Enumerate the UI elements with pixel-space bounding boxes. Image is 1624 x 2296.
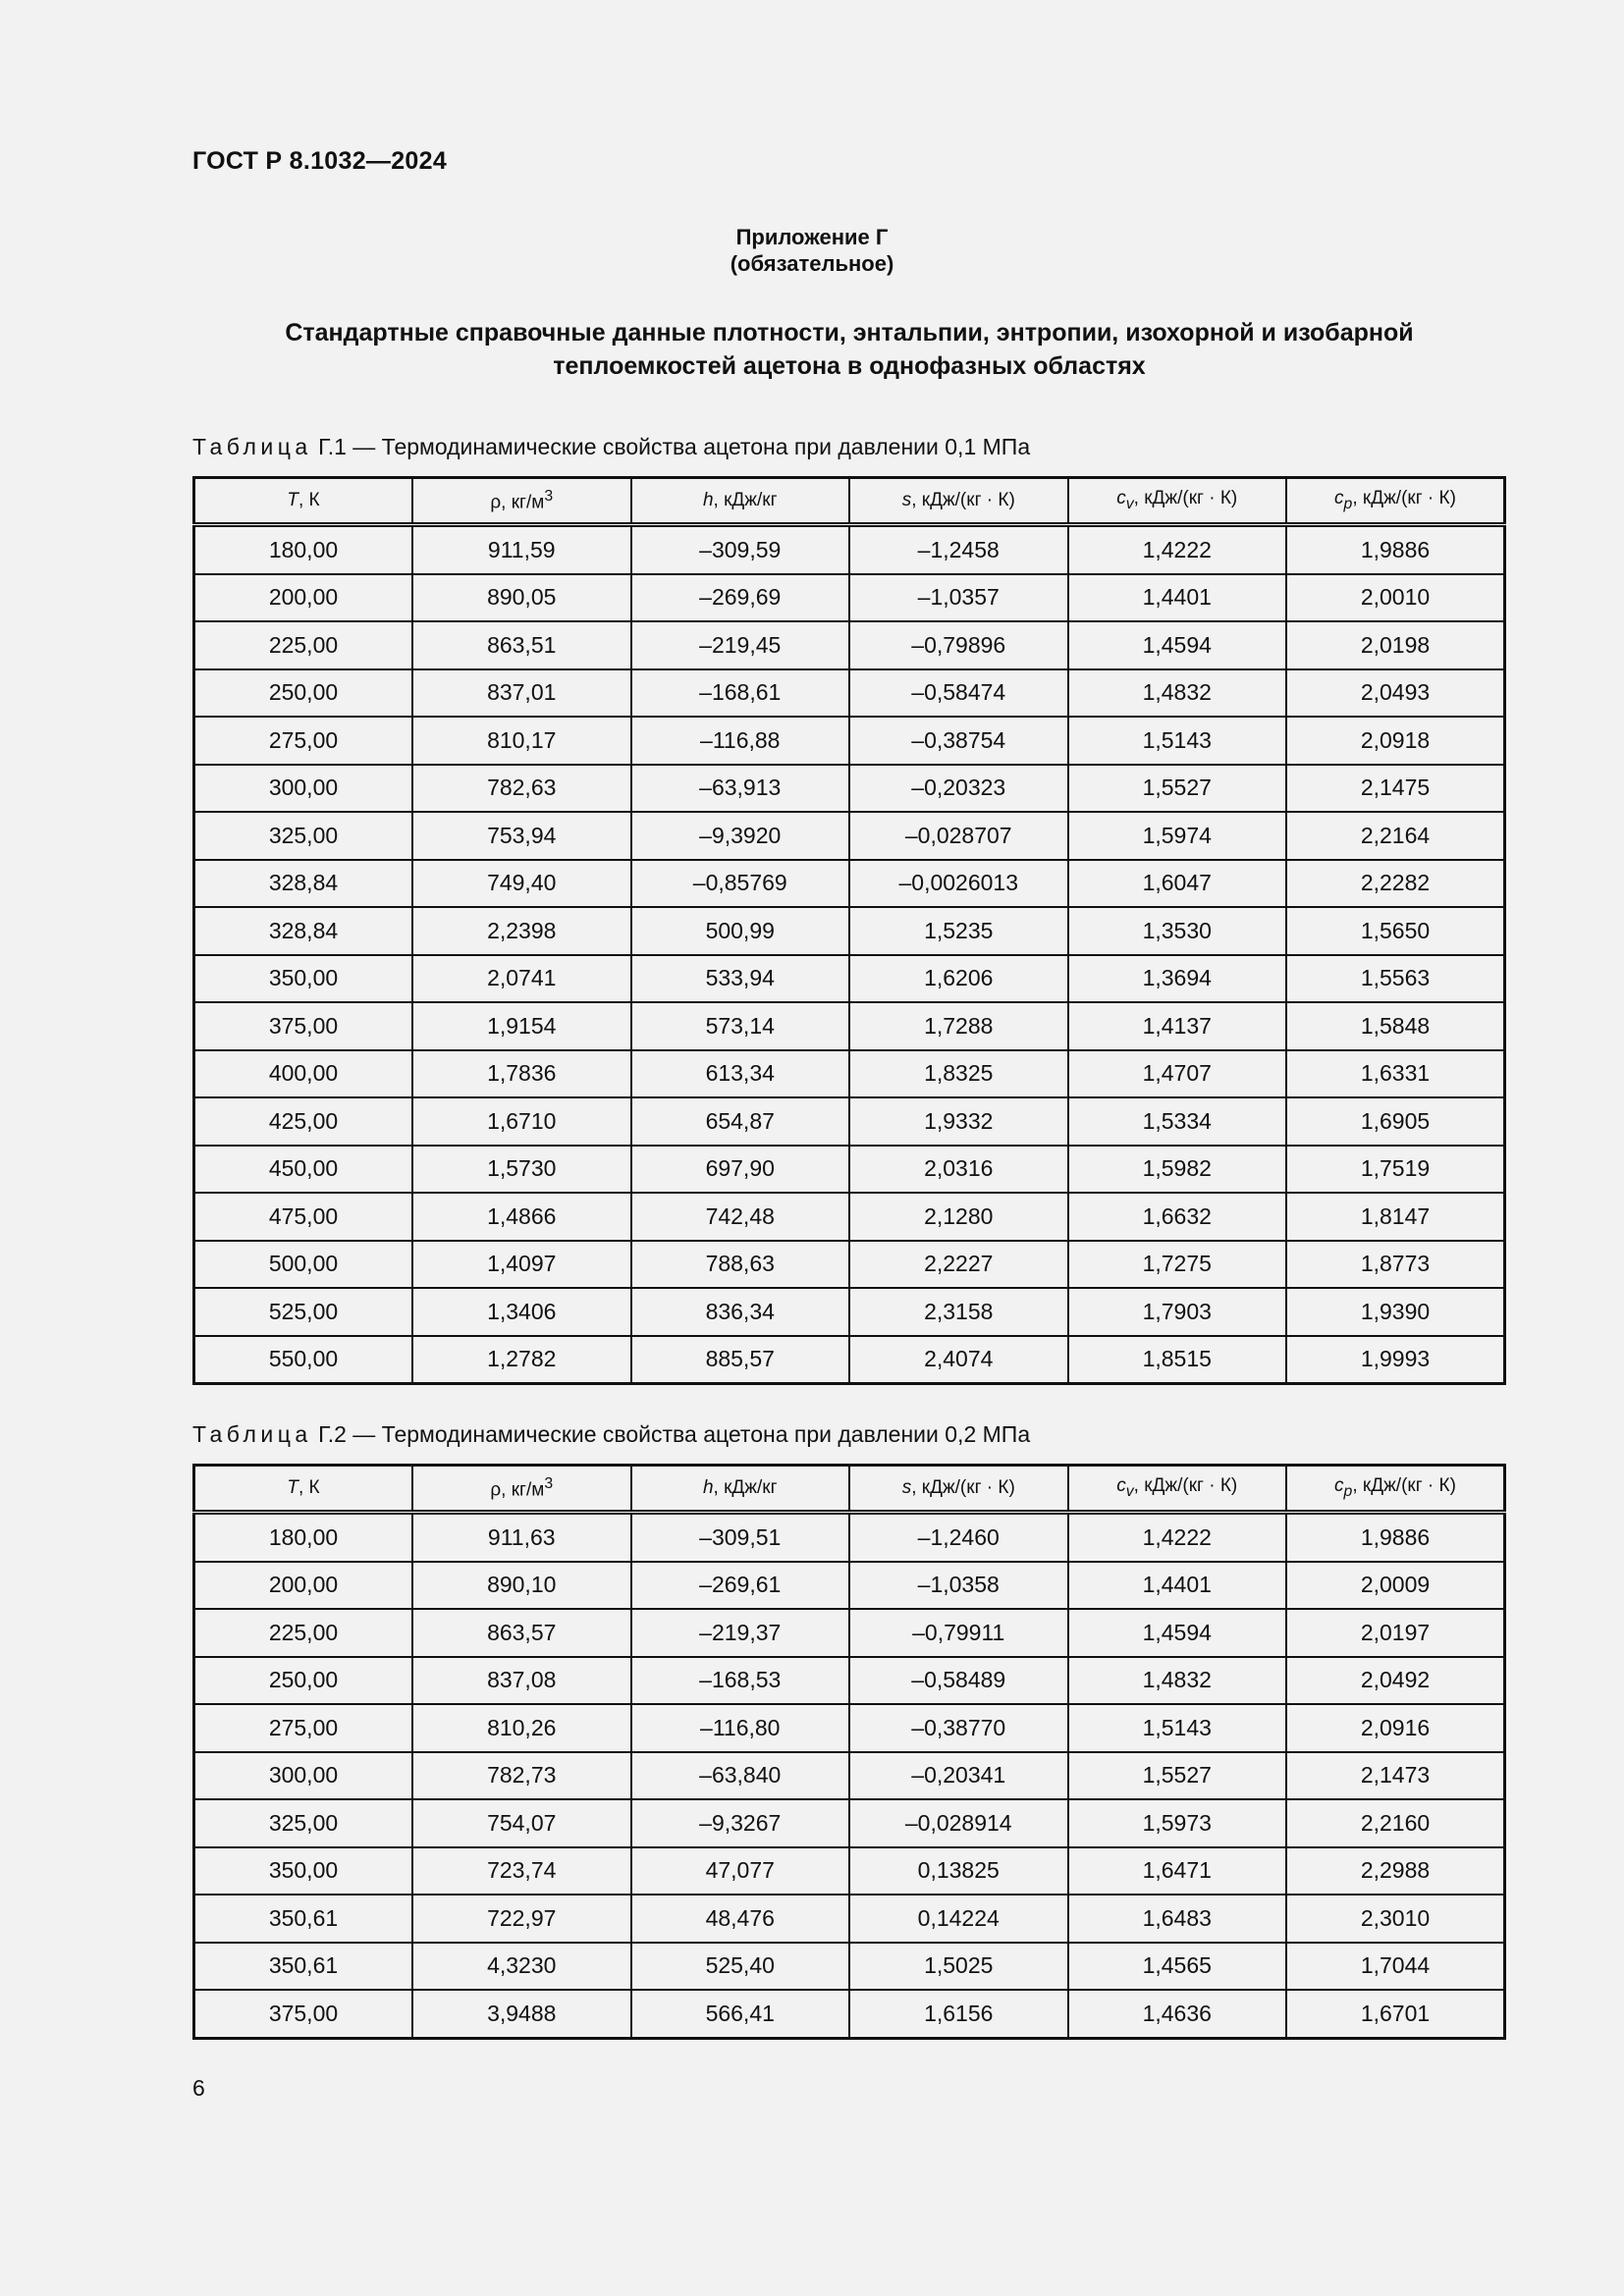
table-cell: 911,63: [412, 1513, 631, 1562]
table-cell: –0,58474: [849, 669, 1068, 718]
column-unit: , К: [298, 1477, 320, 1498]
table-cell: 225,00: [194, 1609, 413, 1657]
table-cell: 1,4137: [1068, 1002, 1287, 1050]
table-row: [194, 1799, 1505, 1847]
table-cell: 1,5527: [1068, 765, 1287, 813]
column-unit: , кДж/(кг · К): [911, 490, 1015, 510]
table-cell: 275,00: [194, 717, 413, 765]
table-cell: 1,4594: [1068, 621, 1287, 669]
column-unit: , кДж/(кг · К): [1133, 488, 1238, 509]
table-cell: –63,913: [631, 765, 850, 813]
column-unit: , кг/м: [501, 1479, 545, 1501]
table-cell: 911,59: [412, 525, 631, 574]
table-cell: –0,85769: [631, 860, 850, 908]
column-unit: , кДж/кг: [713, 490, 778, 510]
table-row: [194, 1895, 1505, 1943]
table-cell: 1,5143: [1068, 1704, 1287, 1752]
column-symbol: c: [1116, 488, 1126, 509]
table-cell: 782,73: [412, 1752, 631, 1800]
table-cell: 2,2282: [1286, 860, 1505, 908]
column-unit: , кДж/(кг · К): [1352, 1475, 1456, 1497]
table-cell: 2,2227: [849, 1241, 1068, 1289]
table-cell: 533,94: [631, 955, 850, 1003]
table-cell: –9,3920: [631, 812, 850, 860]
table-cell: 1,7519: [1286, 1146, 1505, 1194]
table1-label: Таблица: [192, 434, 312, 459]
table-cell: 1,5973: [1068, 1799, 1287, 1847]
table-row: [194, 1609, 1505, 1657]
table-cell: 2,1280: [849, 1193, 1068, 1241]
table-cell: 300,00: [194, 765, 413, 813]
table-cell: 0,14224: [849, 1895, 1068, 1943]
table-cell: 375,00: [194, 1990, 413, 2038]
table-cell: 525,00: [194, 1288, 413, 1336]
table2-label: Таблица: [192, 1421, 312, 1447]
table-cell: 1,3530: [1068, 907, 1287, 955]
table-cell: 1,6710: [412, 1097, 631, 1146]
column-unit: , кДж/кг: [713, 1477, 778, 1498]
appendix-heading: [0, 224, 1624, 277]
table-cell: –0,38770: [849, 1704, 1068, 1752]
table-cell: 2,3010: [1286, 1895, 1505, 1943]
table-cell: 754,07: [412, 1799, 631, 1847]
table-cell: 1,5334: [1068, 1097, 1287, 1146]
table-cell: –1,2460: [849, 1513, 1068, 1562]
table-cell: –0,20341: [849, 1752, 1068, 1800]
table1: [192, 476, 1506, 1385]
table-cell: 1,4222: [1068, 525, 1287, 574]
table-cell: –63,840: [631, 1752, 850, 1800]
table-cell: 2,1473: [1286, 1752, 1505, 1800]
table-row: [194, 669, 1505, 718]
table-cell: 550,00: [194, 1336, 413, 1384]
column-header: [412, 478, 631, 525]
table-row: [194, 621, 1505, 669]
table2-caption: [192, 1421, 1030, 1448]
table-cell: 1,9886: [1286, 1513, 1505, 1562]
table-cell: 275,00: [194, 1704, 413, 1752]
table-cell: 836,34: [631, 1288, 850, 1336]
table-row: [194, 955, 1505, 1003]
table-cell: 782,63: [412, 765, 631, 813]
table-cell: 1,7288: [849, 1002, 1068, 1050]
table-cell: 2,2164: [1286, 812, 1505, 860]
column-header: [1068, 478, 1287, 525]
table-cell: 1,9993: [1286, 1336, 1505, 1384]
column-superscript: 3: [544, 487, 554, 505]
table-cell: 1,4832: [1068, 1657, 1287, 1705]
column-header: [631, 478, 850, 525]
table-row: [194, 525, 1505, 574]
table-cell: –116,88: [631, 717, 850, 765]
table-cell: 723,74: [412, 1847, 631, 1896]
column-unit: , кДж/(кг · К): [911, 1477, 1015, 1498]
table-cell: 475,00: [194, 1193, 413, 1241]
table-row: [194, 860, 1505, 908]
table-cell: 1,6632: [1068, 1193, 1287, 1241]
table-row: [194, 1562, 1505, 1610]
table-row: [194, 1193, 1505, 1241]
column-symbol: T: [287, 1477, 298, 1498]
column-unit: , кг/м: [501, 492, 545, 513]
table-cell: 573,14: [631, 1002, 850, 1050]
table-cell: 1,8147: [1286, 1193, 1505, 1241]
table-cell: 1,5848: [1286, 1002, 1505, 1050]
page-title-line-1: Стандартные справочные данные плотности, энтальпии, энтропии, изохорной и изобарной: [285, 319, 1414, 347]
column-unit: , кДж/(кг · К): [1133, 1475, 1238, 1497]
column-subscript: p: [1343, 1482, 1353, 1500]
table-cell: 1,5982: [1068, 1146, 1287, 1194]
table-cell: 1,3406: [412, 1288, 631, 1336]
table-cell: 180,00: [194, 1513, 413, 1562]
table-cell: 1,4594: [1068, 1609, 1287, 1657]
column-header: [631, 1466, 850, 1513]
table-cell: 1,4832: [1068, 669, 1287, 718]
table-cell: 250,00: [194, 1657, 413, 1705]
table-cell: 1,9886: [1286, 525, 1505, 574]
table-row: [194, 765, 1505, 813]
column-symbol: ρ: [490, 492, 502, 513]
table-cell: 1,5974: [1068, 812, 1287, 860]
column-symbol: c: [1334, 488, 1344, 509]
table-row: [194, 574, 1505, 622]
table-cell: –269,61: [631, 1562, 850, 1610]
table-row: [194, 717, 1505, 765]
table-cell: 1,5025: [849, 1943, 1068, 1991]
table-cell: 1,7836: [412, 1050, 631, 1098]
table-cell: 47,077: [631, 1847, 850, 1896]
table-cell: –0,38754: [849, 717, 1068, 765]
table-cell: 450,00: [194, 1146, 413, 1194]
table-cell: 2,0916: [1286, 1704, 1505, 1752]
table-cell: 2,2160: [1286, 1799, 1505, 1847]
table-row: [194, 1097, 1505, 1146]
table-cell: 1,8515: [1068, 1336, 1287, 1384]
table-cell: –0,79896: [849, 621, 1068, 669]
table-cell: 749,40: [412, 860, 631, 908]
table-row: [194, 1513, 1505, 1562]
table-cell: –9,3267: [631, 1799, 850, 1847]
table-cell: 1,8773: [1286, 1241, 1505, 1289]
column-subscript: v: [1125, 1482, 1134, 1500]
table2: [192, 1464, 1506, 2040]
table-cell: 1,4401: [1068, 574, 1287, 622]
table-cell: 613,34: [631, 1050, 850, 1098]
table-row: [194, 812, 1505, 860]
table-cell: –1,0357: [849, 574, 1068, 622]
table-cell: –219,37: [631, 1609, 850, 1657]
table-cell: 2,2988: [1286, 1847, 1505, 1896]
table-cell: –0,58489: [849, 1657, 1068, 1705]
page-title: [192, 316, 1506, 383]
table-cell: 788,63: [631, 1241, 850, 1289]
table-cell: 300,00: [194, 1752, 413, 1800]
table-cell: 890,10: [412, 1562, 631, 1610]
table-cell: 722,97: [412, 1895, 631, 1943]
table-row: [194, 1752, 1505, 1800]
table-cell: –0,20323: [849, 765, 1068, 813]
table-cell: 0,13825: [849, 1847, 1068, 1896]
table-cell: 1,5563: [1286, 955, 1505, 1003]
table-cell: 250,00: [194, 669, 413, 718]
table-cell: –168,61: [631, 669, 850, 718]
appendix-status: (обязательное): [730, 251, 894, 276]
column-unit: , кДж/(кг · К): [1352, 488, 1456, 509]
table-cell: 328,84: [194, 907, 413, 955]
table-cell: 697,90: [631, 1146, 850, 1194]
table-row: [194, 907, 1505, 955]
table-cell: 325,00: [194, 1799, 413, 1847]
table-cell: 810,17: [412, 717, 631, 765]
table-row: [194, 1943, 1505, 1991]
table2-header-row: [194, 1466, 1505, 1513]
table-cell: –0,79911: [849, 1609, 1068, 1657]
table-cell: 2,0198: [1286, 621, 1505, 669]
table-cell: 3,9488: [412, 1990, 631, 2038]
table-cell: 1,4707: [1068, 1050, 1287, 1098]
table1-caption: [192, 434, 1030, 460]
table-cell: 1,6471: [1068, 1847, 1287, 1896]
table-cell: 566,41: [631, 1990, 850, 2038]
table-cell: 1,6701: [1286, 1990, 1505, 2038]
table-cell: 325,00: [194, 812, 413, 860]
table-cell: 2,0741: [412, 955, 631, 1003]
column-symbol: c: [1334, 1475, 1344, 1497]
table-cell: 1,2782: [412, 1336, 631, 1384]
table-cell: 350,00: [194, 1847, 413, 1896]
table-cell: 753,94: [412, 812, 631, 860]
column-subscript: v: [1125, 495, 1134, 512]
table-cell: 2,4074: [849, 1336, 1068, 1384]
table-cell: 2,0197: [1286, 1609, 1505, 1657]
table-cell: 890,05: [412, 574, 631, 622]
table-cell: –1,2458: [849, 525, 1068, 574]
table-cell: 1,9332: [849, 1097, 1068, 1146]
table-cell: 2,0009: [1286, 1562, 1505, 1610]
table-cell: 500,00: [194, 1241, 413, 1289]
page-number: 6: [192, 2075, 205, 2101]
table-cell: 1,5730: [412, 1146, 631, 1194]
table-row: [194, 1990, 1505, 2038]
table-cell: 1,5650: [1286, 907, 1505, 955]
table-cell: 1,8325: [849, 1050, 1068, 1098]
table-row: [194, 1002, 1505, 1050]
column-symbol: T: [287, 490, 298, 510]
table-cell: 837,08: [412, 1657, 631, 1705]
table-cell: –269,69: [631, 574, 850, 622]
table-cell: 1,3694: [1068, 955, 1287, 1003]
table-cell: 1,6047: [1068, 860, 1287, 908]
table-cell: 1,4866: [412, 1193, 631, 1241]
column-header: [194, 478, 413, 525]
table-cell: 180,00: [194, 525, 413, 574]
table-cell: 2,1475: [1286, 765, 1505, 813]
table-cell: 654,87: [631, 1097, 850, 1146]
column-subscript: p: [1343, 495, 1353, 512]
table-cell: 1,4401: [1068, 1562, 1287, 1610]
table-cell: 2,3158: [849, 1288, 1068, 1336]
table-cell: 48,476: [631, 1895, 850, 1943]
column-symbol: c: [1116, 1475, 1126, 1497]
table-cell: 350,61: [194, 1895, 413, 1943]
column-header: [412, 1466, 631, 1513]
column-header: [1286, 478, 1505, 525]
table-cell: –309,51: [631, 1513, 850, 1562]
table-cell: 837,01: [412, 669, 631, 718]
table-cell: 500,99: [631, 907, 850, 955]
table-cell: 350,00: [194, 955, 413, 1003]
table-cell: 1,4565: [1068, 1943, 1287, 1991]
table-cell: –1,0358: [849, 1562, 1068, 1610]
table-cell: 1,7044: [1286, 1943, 1505, 1991]
table-cell: 350,61: [194, 1943, 413, 1991]
table-cell: –0,0026013: [849, 860, 1068, 908]
table-cell: 1,6206: [849, 955, 1068, 1003]
table-cell: 2,2398: [412, 907, 631, 955]
table-cell: 1,6483: [1068, 1895, 1287, 1943]
table-cell: –0,028707: [849, 812, 1068, 860]
column-header: [194, 1466, 413, 1513]
table-cell: 400,00: [194, 1050, 413, 1098]
table-cell: 1,6905: [1286, 1097, 1505, 1146]
table-cell: 1,6156: [849, 1990, 1068, 2038]
table-cell: 2,0316: [849, 1146, 1068, 1194]
table-cell: 742,48: [631, 1193, 850, 1241]
table-cell: 328,84: [194, 860, 413, 908]
table-cell: 425,00: [194, 1097, 413, 1146]
table2-caption-text: Г.2 — Термодинамические свойства ацетона при давлении 0,2 МПа: [311, 1421, 1031, 1447]
table-cell: 4,3230: [412, 1943, 631, 1991]
column-header: [1068, 1466, 1287, 1513]
table-cell: 863,51: [412, 621, 631, 669]
page-title-line-2: теплоемкостей ацетона в однофазных областях: [553, 352, 1146, 380]
table-cell: 810,26: [412, 1704, 631, 1752]
column-header: [849, 1466, 1068, 1513]
table-cell: 1,5527: [1068, 1752, 1287, 1800]
table-row: [194, 1288, 1505, 1336]
table-cell: 200,00: [194, 574, 413, 622]
column-unit: , К: [298, 490, 320, 510]
table-cell: 2,0918: [1286, 717, 1505, 765]
table-row: [194, 1146, 1505, 1194]
column-superscript: 3: [544, 1474, 554, 1492]
table1-header-row: [194, 478, 1505, 525]
table-cell: –116,80: [631, 1704, 850, 1752]
table-row: [194, 1847, 1505, 1896]
table-cell: –0,028914: [849, 1799, 1068, 1847]
table-cell: 2,0492: [1286, 1657, 1505, 1705]
column-header: [1286, 1466, 1505, 1513]
table-cell: 1,4222: [1068, 1513, 1287, 1562]
table-row: [194, 1050, 1505, 1098]
table-cell: 375,00: [194, 1002, 413, 1050]
column-symbol: s: [901, 1477, 912, 1498]
document-code: ГОСТ Р 8.1032—2024: [192, 147, 448, 175]
table-row: [194, 1336, 1505, 1384]
column-symbol: h: [702, 1477, 714, 1498]
table-cell: 1,7903: [1068, 1288, 1287, 1336]
column-symbol: ρ: [490, 1479, 502, 1501]
table-cell: 885,57: [631, 1336, 850, 1384]
table-row: [194, 1241, 1505, 1289]
appendix-title: Приложение Г: [735, 225, 889, 249]
table-cell: 1,7275: [1068, 1241, 1287, 1289]
table-cell: 1,9154: [412, 1002, 631, 1050]
table-cell: –219,45: [631, 621, 850, 669]
table-cell: 525,40: [631, 1943, 850, 1991]
table-cell: 1,4636: [1068, 1990, 1287, 2038]
table-cell: 1,4097: [412, 1241, 631, 1289]
column-symbol: s: [901, 490, 912, 510]
table-cell: 200,00: [194, 1562, 413, 1610]
table-cell: 863,57: [412, 1609, 631, 1657]
table-cell: 1,5143: [1068, 717, 1287, 765]
column-symbol: h: [702, 490, 714, 510]
table-cell: 2,0493: [1286, 669, 1505, 718]
column-header: [849, 478, 1068, 525]
table1-caption-text: Г.1 — Термодинамические свойства ацетона при давлении 0,1 МПа: [311, 434, 1031, 459]
table-cell: –309,59: [631, 525, 850, 574]
table-cell: –168,53: [631, 1657, 850, 1705]
table-cell: 2,0010: [1286, 574, 1505, 622]
table-cell: 1,5235: [849, 907, 1068, 955]
table-cell: 1,9390: [1286, 1288, 1505, 1336]
table-row: [194, 1657, 1505, 1705]
table-cell: 225,00: [194, 621, 413, 669]
table-cell: 1,6331: [1286, 1050, 1505, 1098]
table-row: [194, 1704, 1505, 1752]
